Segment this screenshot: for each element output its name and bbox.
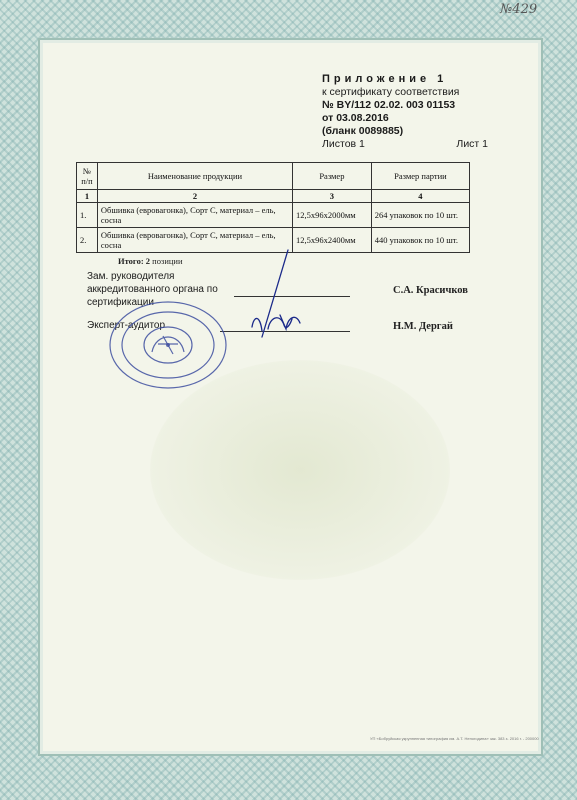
header-num: № п/п (77, 163, 98, 190)
colnum-1: 1 (77, 190, 98, 203)
deputy-label: Зам. руководителя аккредитованного органа по сертификации (87, 271, 218, 308)
handwritten-signatures (240, 245, 340, 350)
appendix-header (322, 73, 502, 151)
products-table (76, 162, 470, 253)
row-batch: 264 упаковок по 10 шт. (371, 203, 469, 228)
row-name: Обшивка (евровагонка), Сорт С, материал – ель, сосна (97, 203, 292, 228)
table-row (77, 203, 470, 228)
row-num: 1. (77, 203, 98, 228)
sheets-total: Листов 1 (322, 138, 365, 150)
expert-name: Н.М. Дергай (393, 321, 453, 332)
certificate-number: № BY/112 02.02. 003 01153 (322, 99, 456, 111)
row-name: Обшивка (евровагонка), Сорт С, материал – ель, сосна (97, 228, 292, 253)
table-header-row (77, 163, 470, 190)
colnum-4: 4 (371, 190, 469, 203)
header-size: Размер (292, 163, 371, 190)
total-unit: позиции (152, 256, 183, 266)
appendix-line-certificate: к сертификату соответствия (322, 86, 460, 98)
total-positions (118, 256, 183, 266)
colnum-2: 2 (97, 190, 292, 203)
row-batch: 440 упаковок по 10 шт. (371, 228, 469, 253)
total-value: 2 (145, 256, 151, 266)
header-batch: Размер партии (371, 163, 469, 190)
sheet-info (322, 138, 502, 151)
appendix-title: Приложение 1 (322, 73, 448, 85)
expert-label: Эксперт-аудитор (87, 320, 166, 331)
printer-imprint: УП «Бобруйская укрупненная типография им. А.Т. Непогодина» зак. 383 з. 2016 г. - 200000 (370, 736, 539, 741)
colnum-3: 3 (292, 190, 371, 203)
official-stamp (108, 300, 228, 395)
row-size: 12,5x96x2000мм (292, 203, 371, 228)
certificate-date: от 03.08.2016 (322, 112, 389, 124)
handwritten-number: №429 (500, 2, 538, 17)
header-name: Наименование продукции (97, 163, 292, 190)
blank-number: (бланк 0089885) (322, 125, 404, 137)
row-num: 2. (77, 228, 98, 253)
row-size: 12,5x96x2400мм (292, 228, 371, 253)
total-label: Итого: (118, 256, 144, 266)
deputy-name: С.А. Красичков (393, 285, 468, 296)
column-number-row (77, 190, 470, 203)
sheet-number: Лист 1 (456, 138, 488, 150)
